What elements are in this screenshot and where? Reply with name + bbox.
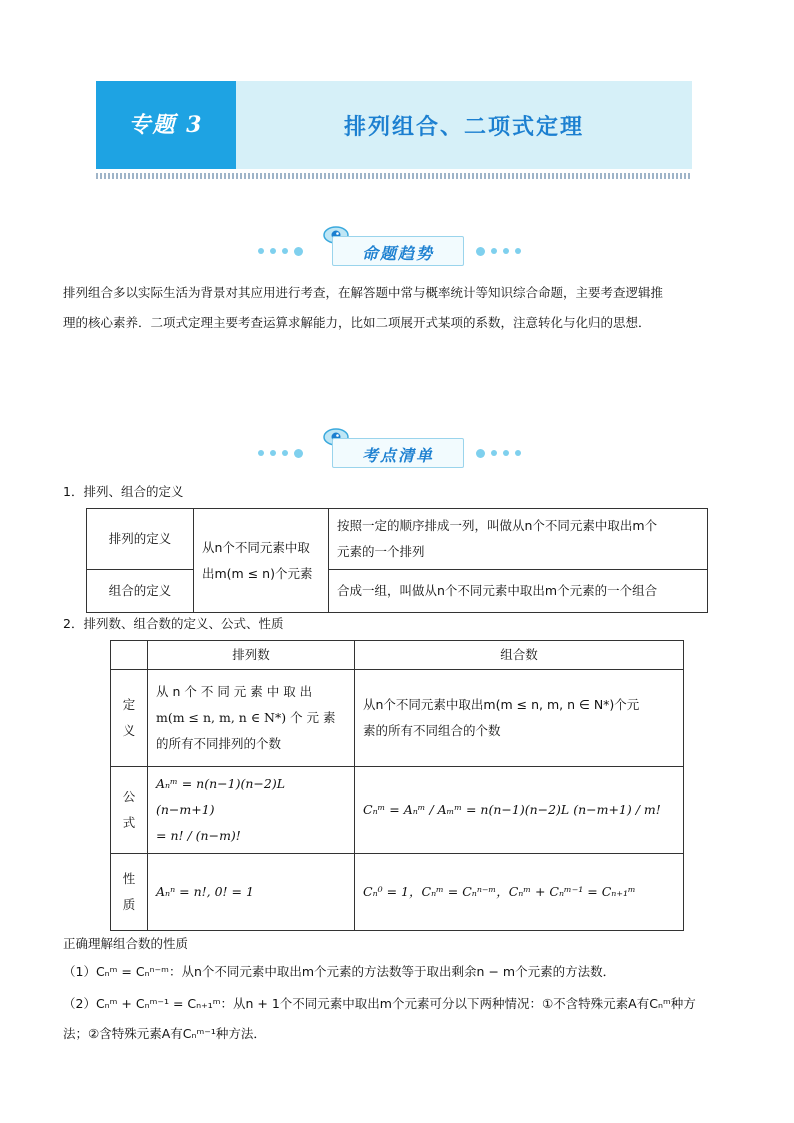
topic-label: 专题 3 [128, 112, 204, 138]
column-header: 组合数 [355, 641, 684, 670]
decor-dots-left [258, 448, 303, 458]
row-label: 公 式 [111, 767, 148, 854]
decor-dots-right [476, 246, 521, 256]
desc-cell [329, 509, 708, 570]
paragraph-line: 排列组合多以实际生活为背景对其应用进行考查，在解答题中常与概率统计等知识综合命题，主要考查逻辑推 [63, 285, 664, 300]
cell-line: 从 n 个 不 同 元 素 中 取 出 [156, 684, 313, 699]
paragraph-line: 理的核心素养．二项式定理主要考查运算求解能力，比如二项展开式某项的系数，注意转化与化归的思想． [63, 315, 651, 330]
desc-cell: 合成一组，叫做从n个不同元素中取出m个元素的一个组合 [329, 570, 708, 613]
comb-def-cell [355, 670, 684, 767]
section-header-trend [250, 224, 550, 264]
cell-line: 按照一定的顺序排成一列，叫做从n个不同元素中取出m个 [337, 518, 658, 533]
definition-table [86, 508, 708, 613]
table-row [87, 570, 708, 613]
section-title: 考点清单 [361, 446, 434, 465]
cell-line: 从n个不同元素中取出m(m ≤ n, m, n ∈ N*)个元 [363, 697, 640, 712]
note-line: （2）Cₙᵐ + Cₙᵐ⁻¹ = Cₙ₊₁ᵐ：从n + 1个不同元素中取出m个元素可分以下两种情况：①不含特殊元素A有Cₙᵐ种方 [63, 996, 696, 1011]
cell-line: 的所有不同排列的个数 [156, 736, 282, 751]
row-label: 组合的定义 [87, 570, 194, 613]
note-1: （1）Cₙᵐ = Cₙⁿ⁻ᵐ：从n个不同元素中取出m个元素的方法数等于取出剩余n − m个元素的方法数． [63, 964, 616, 979]
decor-dots-left [258, 246, 303, 256]
formula-line: Aₙᵐ = n(n−1)(n−2)L (n−m+1) [156, 776, 285, 817]
row-label: 排列的定义 [87, 509, 194, 570]
section-title: 命题趋势 [361, 244, 434, 263]
title-block [236, 81, 692, 169]
note-2 [63, 992, 743, 1046]
cell-line: m(m ≤ n, m, n ∈ N*) 个 元 素 [156, 710, 336, 725]
section-header-checklist [250, 426, 550, 466]
section-title-box [332, 236, 464, 266]
cell-line: 出m(m ≤ n)个元素 [202, 565, 313, 581]
notes-heading: 正确理解组合数的性质 [63, 936, 189, 951]
section-title-box [332, 438, 464, 468]
page-title: 排列组合、二项式定理 [343, 115, 584, 140]
table-row [111, 767, 684, 854]
corner-cell [111, 641, 148, 670]
comb-prop-cell: Cₙ⁰ = 1，Cₙᵐ = Cₙⁿ⁻ᵐ，Cₙᵐ + Cₙᵐ⁻¹ = Cₙ₊₁ᵐ [355, 854, 684, 931]
cell-line: 素的所有不同组合的个数 [363, 723, 501, 738]
row-label: 定 义 [111, 670, 148, 767]
perm-prop-cell: Aₙⁿ = n!, 0! = 1 [148, 854, 355, 931]
cell-line: 从n个不同元素中取 [202, 539, 310, 555]
decor-dots-right [476, 448, 521, 458]
topic-label-block [96, 81, 236, 169]
item2-heading: 2．排列数、组合数的定义、公式、性质 [63, 616, 284, 631]
perm-def-cell [148, 670, 355, 767]
shared-cell [194, 509, 329, 613]
table-row [111, 641, 684, 670]
column-header: 排列数 [148, 641, 355, 670]
trend-paragraph [63, 278, 743, 338]
table-row [111, 670, 684, 767]
formula-table [110, 640, 684, 931]
comb-formula-cell: Cₙᵐ = Aₙᵐ / Aₘᵐ = n(n−1)(n−2)L (n−m+1) / m! [355, 767, 684, 854]
table-row [87, 509, 708, 570]
note-line: 法；②含特殊元素A有Cₙᵐ⁻¹种方法． [63, 1026, 266, 1041]
table-row [111, 854, 684, 931]
perm-formula-cell [148, 767, 355, 854]
row-label: 性 质 [111, 854, 148, 931]
banner-divider [96, 173, 692, 179]
formula-line: = n! / (n−m)! [156, 828, 241, 843]
cell-line: 元素的一个排列 [337, 544, 425, 559]
item1-heading: 1．排列、组合的定义 [63, 484, 184, 499]
